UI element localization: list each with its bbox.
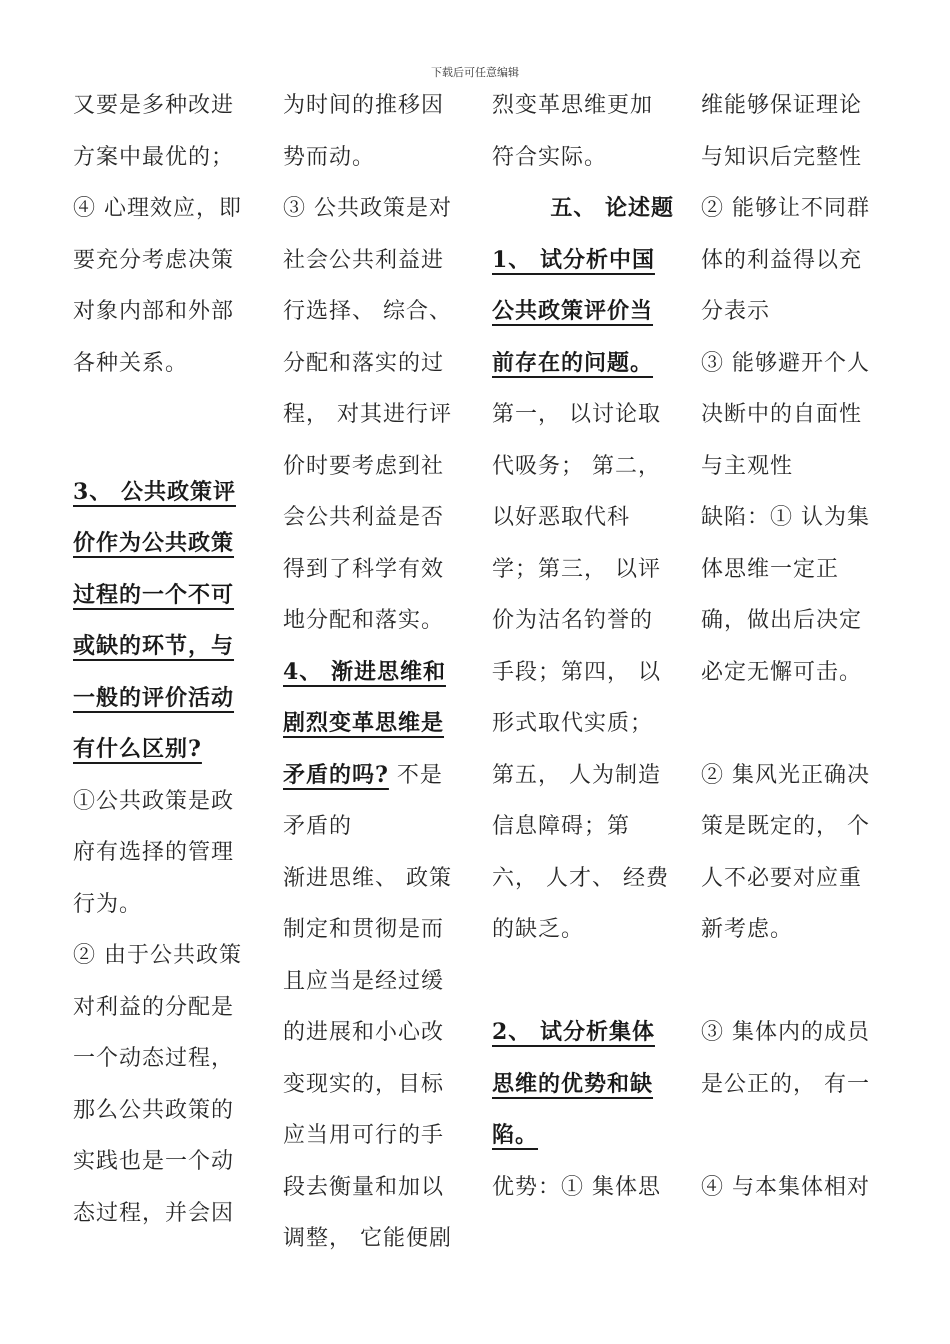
question-heading-2: 2、 试分析集体思维的优势和缺陷。 [492,1019,655,1148]
question-heading-4: 4、 渐进思维和剧烈变革思维是矛盾的吗? [283,658,446,788]
paragraph: 维能够保证理论与知识后完整性 [701,93,863,170]
paragraph: ④ 与本集体相对 [701,1174,870,1200]
page-header: 下载后可任意编辑 [431,66,519,79]
column-4 [701,80,883,1213]
paragraph: ② 能够让不同群体的利益得以充分表示 [701,196,870,324]
column-3 [492,80,674,1213]
paragraph: ② 集风光正确决策是既定的， 个人不必要对应重新考虑。 [701,762,870,942]
column-2 [283,80,465,1265]
paragraph: 第一， 以讨论取代吸务； 第二， 以好恶取代科学；第三， 以评价为沽名钓誉的手段；第四， 以形式取代实质； 第五， 人为制造信息障碍；第六， 人才、 经费的缺乏。 [492,402,669,942]
paragraph: ①公共政策是政府有选择的管理行为。 [73,788,235,917]
paragraph: ③ 能够避开个人决断中的自面性与主观性 [701,350,870,479]
paragraph: ④ 心理效应，即要充分考虑决策对象内部和外部各种关系。 [73,196,242,376]
paragraph: 缺陷：① 认为集体思维一定正确，做出后决定必定无懈可击。 [701,505,870,685]
paragraph: ③ 集体内的成员是公正的， 有一 [701,1020,870,1097]
question-4 [283,647,465,853]
answer-text: 不是矛盾的 [283,762,443,839]
paragraph: 烈变革思维更加符合实际。 [492,93,654,170]
question-heading-3: 3、 公共政策评价作为公共政策过程的一个不可或缺的环节，与一般的评价活动有什么区别? [73,478,236,762]
paragraph: 渐进思维、 政策制定和贯彻是而且应当是经过缓的进展和小心改变现实的，目标应当用可行的手段去衡量和加以调整， 它能便剧 [283,865,452,1251]
paragraph: 又要是多种改进方案中最优的； [73,93,235,170]
column-1 [73,80,255,1239]
paragraph: ② 由于公共政策对利益的分配是一个动态过程，那么公共政策的实践也是一个动态过程，并会因 [73,943,242,1226]
section-heading-5: 五、 论述题 [550,195,674,221]
question-heading-1: 1、 试分析中国公共政策评价当前存在的问题。 [492,246,655,376]
paragraph: ③ 公共政策是对社会公共利益进行选择、 综合、分配和落实的过程， 对其进行评价时要考虑到社会公共利益是否得到了科学有效地分配和落实。 [283,196,452,633]
paragraph: 优势：① 集体思 [492,1174,661,1200]
paragraph: 为时间的推移因势而动。 [283,93,445,170]
